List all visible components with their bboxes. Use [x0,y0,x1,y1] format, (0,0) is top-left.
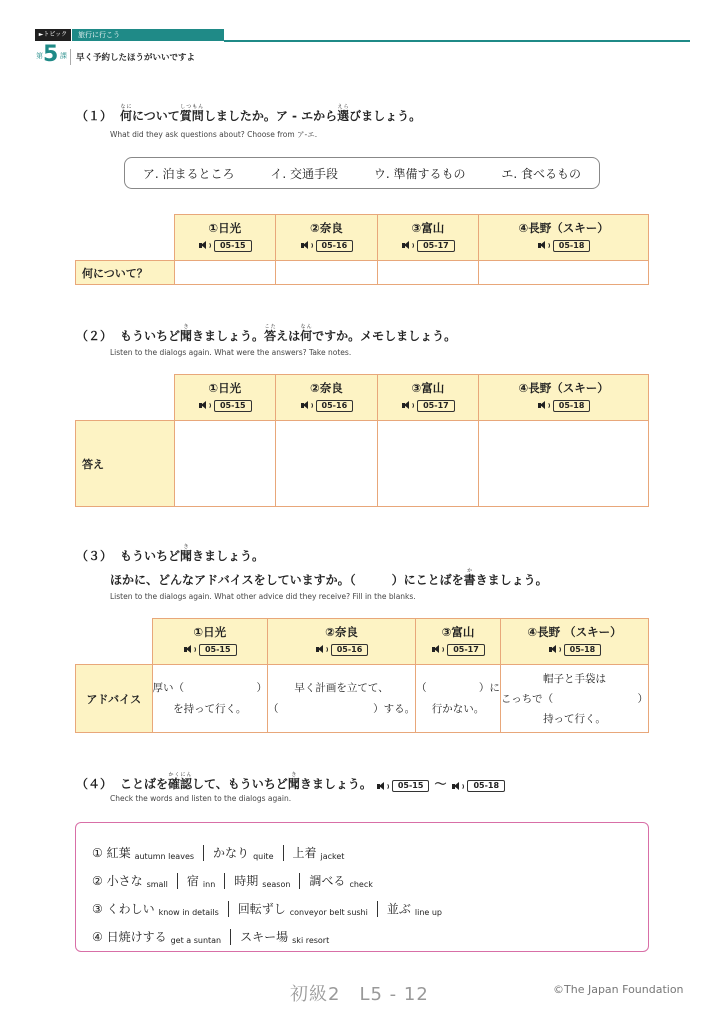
audio-button[interactable]: 05-15 [376,780,430,792]
q2-answer-cell[interactable] [479,421,649,507]
q3-instruction-1: （３） もういちど聞ききましょう。 [76,544,265,563]
audio-button[interactable]: 05-15 [183,644,237,656]
q1-corner [76,215,175,261]
q3-cell-toyama[interactable]: （ ）に 行かない。 [416,665,501,733]
choice-i: イ. 交通手段 [270,166,339,181]
q3-head-nagano: ④長野 （スキー） 05-18 [500,619,648,665]
choice-u: ウ. 準備するもの [373,166,466,181]
speaker-icon [548,644,562,655]
q1-row-label: 何について？ [76,261,175,285]
q3-head-nara: ②奈良 05-16 [267,619,415,665]
speaker-icon [376,781,390,792]
q3-cell-nikko[interactable]: 厚い（ ） を持って行く。 [152,665,267,733]
vocab-row-2: ② 小さな small 宿 inn 時期 season 調べる check [92,874,373,889]
topic-title: 旅行に行こう [72,29,224,41]
q2-corner [76,375,175,421]
q2-table [75,374,649,507]
copyright: ©The Japan Foundation [553,983,684,996]
tilde: ～ [434,777,447,791]
q2-head-nikko: ①日光 05-15 [174,375,276,421]
q1-answer-cell[interactable] [276,261,378,285]
q1-answer-cell[interactable] [174,261,276,285]
speaker-icon [198,400,212,411]
q1-table [75,214,649,285]
audio-button[interactable]: 05-18 [548,644,602,656]
q1-choice-box [124,157,600,189]
page-footer: 初級2 L5 - 12 [290,984,429,1005]
speaker-icon [401,400,415,411]
lesson-number: 5 [43,42,59,67]
speaker-icon [315,644,329,655]
q1-head-toyama: ③富山 05-17 [377,215,479,261]
q2-answer-cell[interactable] [276,421,378,507]
q2-row-label: 答え [76,421,175,507]
topic-tag: ►トピック [35,29,71,41]
choice-e: エ. 食べるもの [501,166,582,181]
speaker-icon [431,644,445,655]
lesson-divider [70,49,71,65]
vocab-box [75,822,649,952]
audio-button[interactable]: 05-16 [300,400,354,412]
vocab-row-3: ③ くわしい know in details 回転ずし conveyor belt sushi 並ぶ line up [92,902,443,917]
vocab-row-4: ④ 日焼けする get a suntan スキー場 ski resort [92,930,330,945]
q1-head-nagano: ④長野（スキー） 05-18 [479,215,649,261]
speaker-icon [183,644,197,655]
speaker-icon [537,240,551,251]
q4-instruction: （４） ことばを 確認かくにん して、もういちど 聞き きましょう。 05-15 ～ 05-18 [76,772,505,792]
speaker-icon [300,400,314,411]
speaker-icon [451,781,465,792]
q1-instruction: （１） 何なにについて質問しつもんしましたか。ア - エから選えらびましょう。 [76,104,422,123]
speaker-icon [198,240,212,251]
lesson-title: 早く予約したほうがいいですよ [76,53,196,63]
audio-button[interactable]: 05-15 [198,240,252,252]
q2-head-nara: ②奈良 05-16 [276,375,378,421]
speaker-icon [401,240,415,251]
q1-english: What did they ask questions about? Choose from ア-エ. [110,130,318,139]
audio-button[interactable]: 05-16 [300,240,354,252]
q3-head-nikko: ①日光 05-15 [152,619,267,665]
q1-head-nikko: ①日光 05-15 [174,215,276,261]
q3-english: Listen to the dialogs again. What other advice did they receive? Fill in the blanks. [110,592,416,601]
q3-cell-nara[interactable]: 早く計画を立てて、 （ ）する。 [267,665,415,733]
q3-corner [76,619,153,665]
speaker-icon [537,400,551,411]
q1-head-nara: ②奈良 05-16 [276,215,378,261]
audio-button[interactable]: 05-17 [431,644,485,656]
speaker-icon [300,240,314,251]
audio-button[interactable]: 05-18 [537,400,591,412]
header-rule [224,40,690,42]
q3-table [75,618,649,733]
q2-instruction: （２） もういちど聞ききましょう。答こたえは何なんですか。メモしましょう。 [76,324,457,343]
q2-head-nagano: ④長野（スキー） 05-18 [479,375,649,421]
audio-button[interactable]: 05-18 [451,780,505,792]
q4-english: Check the words and listen to the dialogs again. [110,794,292,803]
q2-answer-cell[interactable] [174,421,276,507]
lesson-prefix: 第 [36,52,43,60]
q3-head-toyama: ③富山 05-17 [416,619,501,665]
q2-english: Listen to the dialogs again. What were the answers? Take notes. [110,348,352,357]
q2-answer-cell[interactable] [377,421,479,507]
lesson-suffix: 課 [60,52,67,60]
audio-button[interactable]: 05-17 [401,400,455,412]
q3-cell-nagano[interactable]: 帽子と手袋は こっちで（ ） 持って行く。 [500,665,648,733]
audio-button[interactable]: 05-15 [198,400,252,412]
audio-button[interactable]: 05-18 [537,240,591,252]
q1-answer-cell[interactable] [479,261,649,285]
q2-head-toyama: ③富山 05-17 [377,375,479,421]
vocab-row-1: ① 紅葉 autumn leaves かなり quite 上着 jacket [92,846,345,861]
q1-answer-cell[interactable] [377,261,479,285]
choice-a: ア. 泊まるところ [142,166,235,181]
q3-row-label: アドバイス [76,665,153,733]
q3-instruction-2: ほかに、どんなアドバイスをしていますか。（ ）にことばを書かきましょう。 [110,568,548,587]
audio-button[interactable]: 05-17 [401,240,455,252]
audio-button[interactable]: 05-16 [315,644,369,656]
